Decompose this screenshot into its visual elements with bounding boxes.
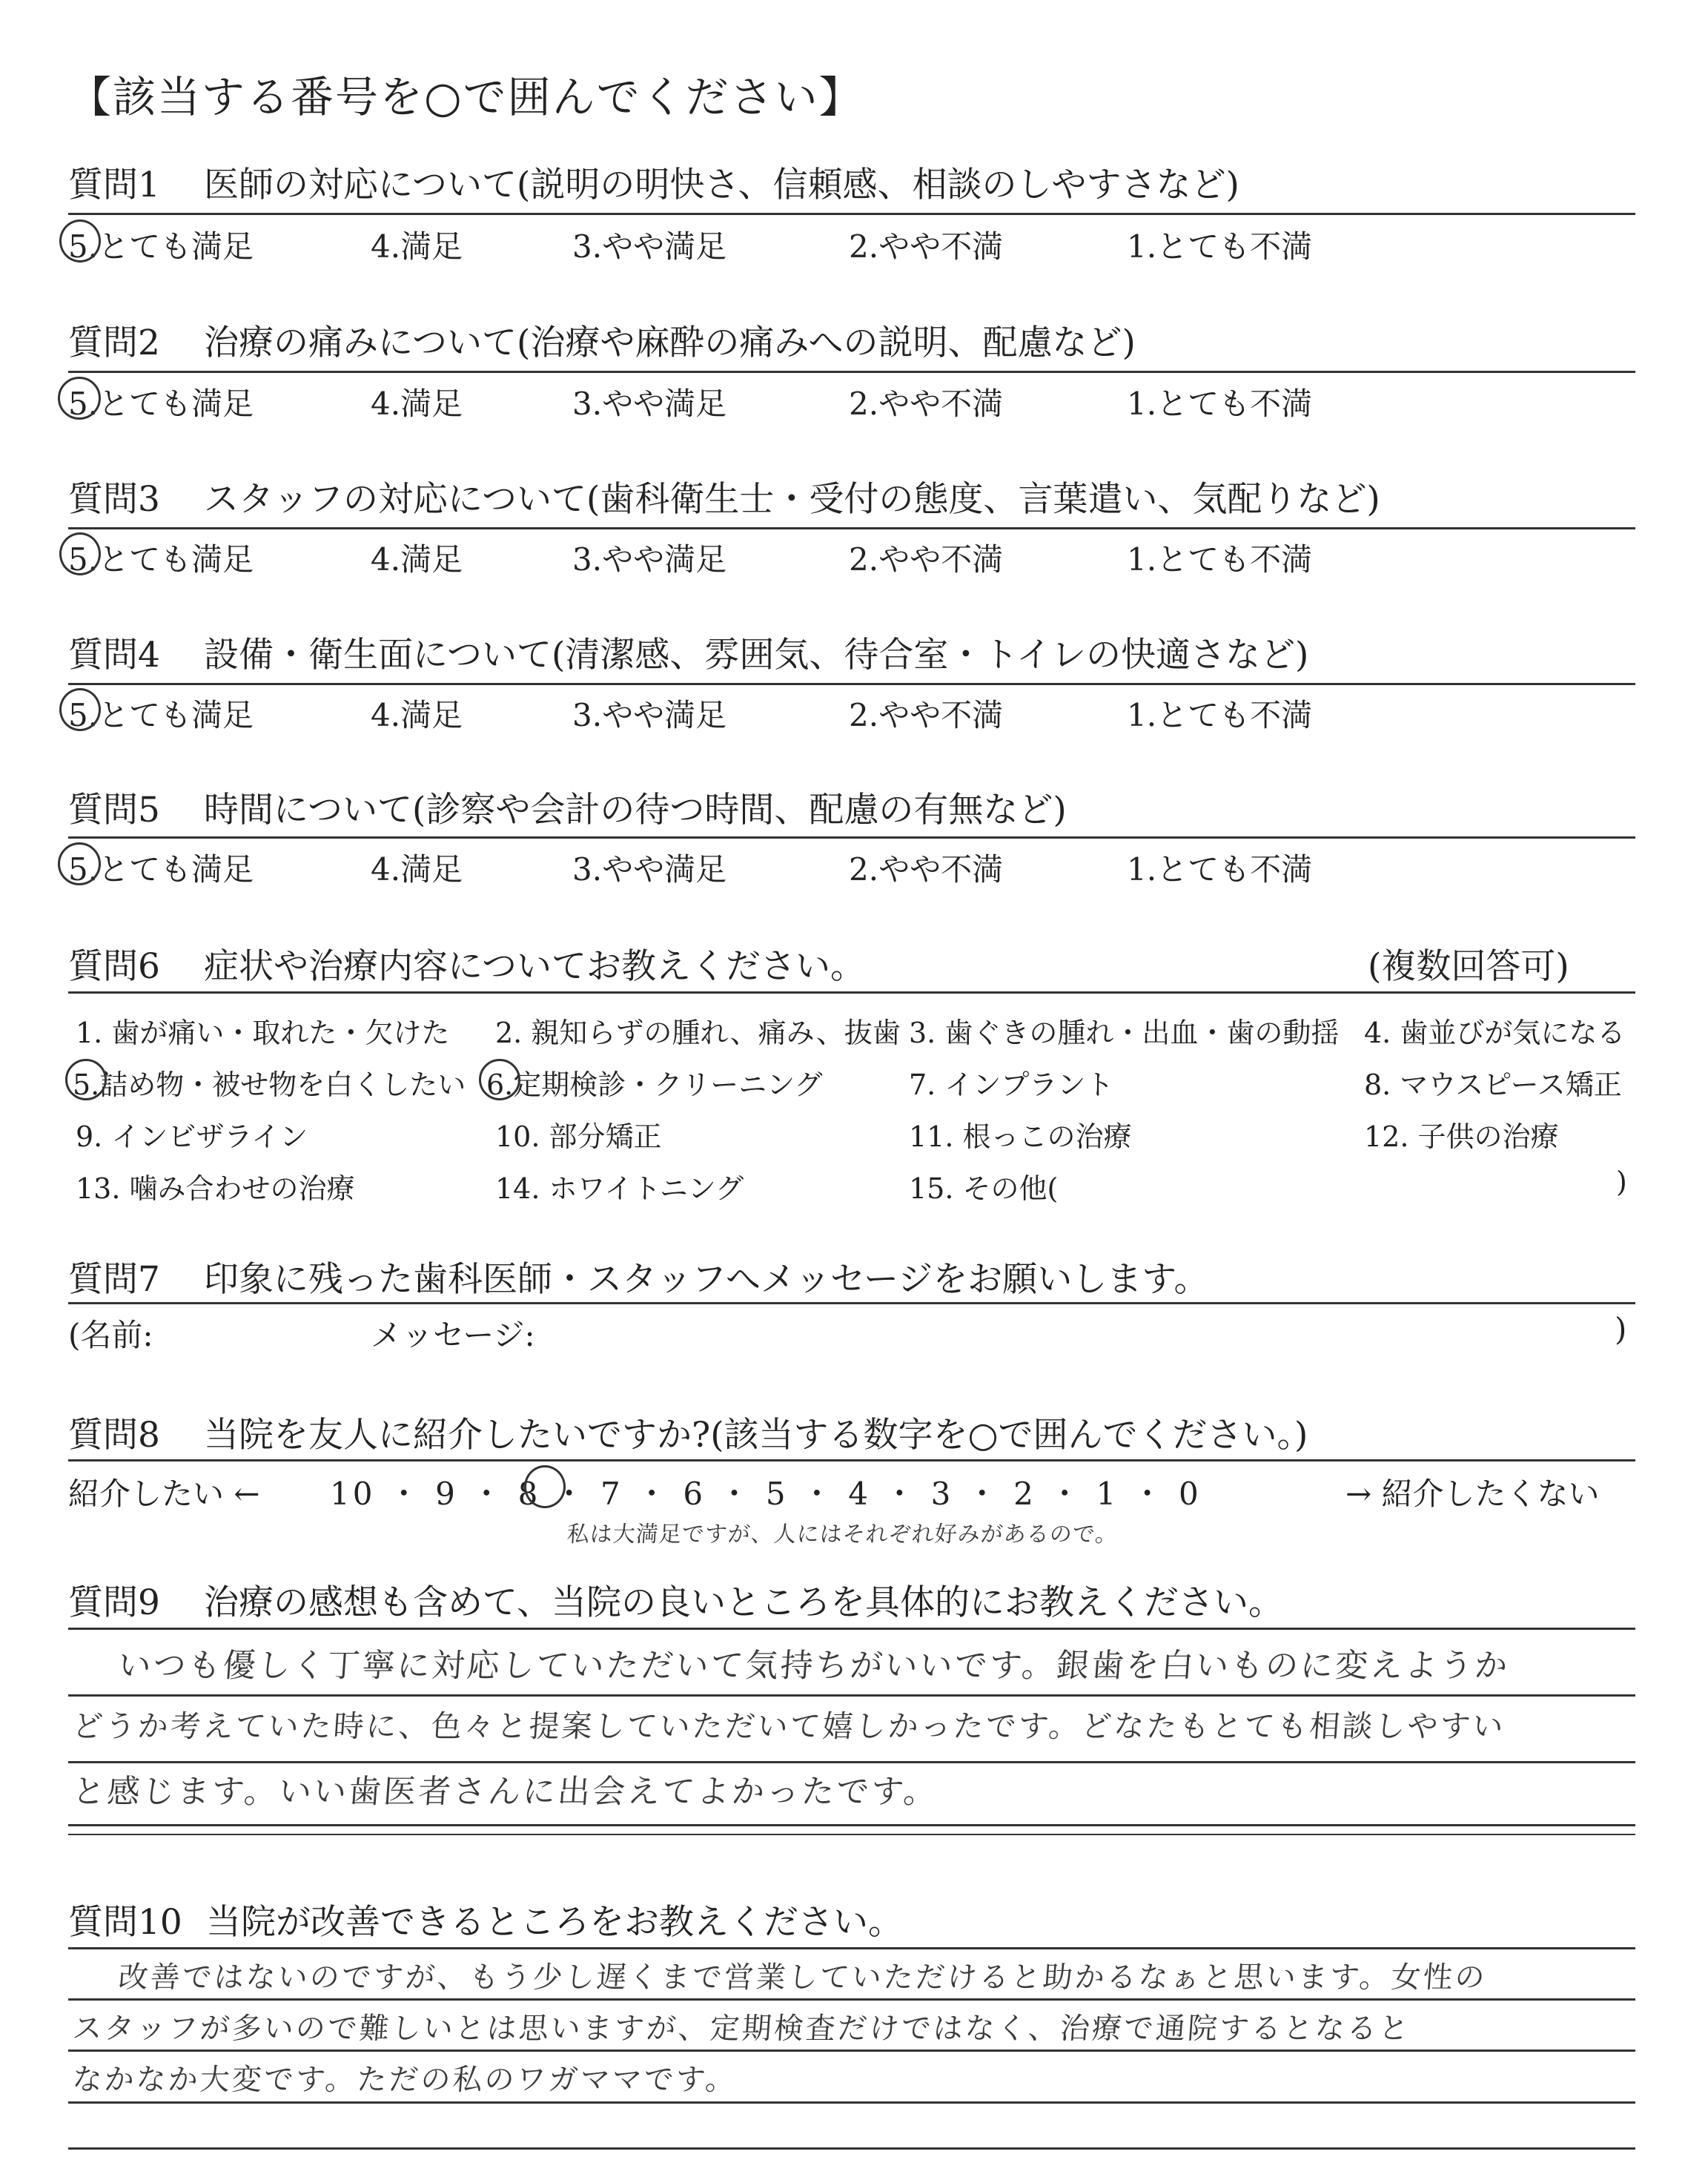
q10-rule-3 (68, 2101, 1635, 2104)
q6-label: 質問6 (68, 946, 160, 987)
q10-answer-line-1[interactable]: 改善ではないのですが、もう少し遅くまで営業していただけると助かるなぁと思います。女性の (117, 1961, 1489, 1995)
q4-option-1[interactable]: 1.とても不満 (1127, 697, 1313, 733)
page-title: 【該当する番号を○で囲んでください】 (68, 72, 864, 122)
q7-rule (68, 1302, 1635, 1304)
q6-option-1[interactable]: 1. 歯が痛い・取れた・欠けた (76, 1017, 450, 1049)
q1-option-4[interactable]: 4.満足 (371, 228, 463, 265)
q6-option-2[interactable]: 2. 親知らずの腫れ、痛み、抜歯 (495, 1017, 901, 1049)
q1-label: 質問1 (68, 165, 160, 205)
q6-option-13[interactable]: 13. 噛み合わせの治療 (76, 1172, 355, 1205)
q9-answer-line-3[interactable]: と感じます。いい歯医者さんに出会えてよかったです。 (70, 1773, 940, 1811)
q3-option-5[interactable]: 5.とても満足 (68, 541, 254, 578)
q10-answer-line-3[interactable]: なかなか大変です。ただの私のワガママです。 (71, 2063, 738, 2097)
q1-option-5[interactable]: 5.とても満足 (68, 228, 254, 265)
q5-rule (68, 836, 1635, 839)
q5-selected-circle (58, 842, 101, 885)
q2-option-4[interactable]: 4.満足 (371, 386, 463, 422)
q1-selected-circle (59, 219, 101, 262)
q8-text: 当院を友人に紹介したいですか?(該当する数字を○で囲んでください。) (204, 1415, 1308, 1456)
q8-rule (68, 1459, 1635, 1462)
q6-option-10[interactable]: 10. 部分矯正 (495, 1120, 662, 1153)
q5-label: 質問5 (68, 790, 160, 830)
q10-answer-line-2[interactable]: スタッフが多いので難しいとは思いますが、定期検査だけではなく、治療で通院するとなると (71, 2012, 1412, 2046)
q9-rule-1 (68, 1694, 1635, 1697)
q7-name-field[interactable]: (名前: (68, 1317, 153, 1353)
q9-rule-4 (68, 1834, 1635, 1835)
q1-option-3[interactable]: 3.やや満足 (572, 228, 727, 265)
q10-rule-0 (68, 1947, 1635, 1949)
q6-option-12[interactable]: 12. 子供の治療 (1364, 1120, 1559, 1153)
q2-option-5[interactable]: 5.とても満足 (68, 386, 254, 422)
q8-label: 質問8 (68, 1415, 160, 1456)
q6-rule (68, 991, 1635, 994)
q7-message-field[interactable]: メッセージ: (371, 1317, 535, 1353)
q4-option-2[interactable]: 2.やや不満 (849, 697, 1004, 733)
q9-answer-line-2[interactable]: どうか考えていた時に、色々と提案していただいて嬉しかったです。どなたもとても相談しやすい (71, 1708, 1507, 1744)
q4-option-4[interactable]: 4.満足 (371, 697, 463, 733)
q4-selected-circle (59, 688, 101, 731)
q6-selected-circle-5 (65, 1059, 107, 1100)
q6-option-11[interactable]: 11. 根っこの治療 (909, 1120, 1132, 1153)
q2-rule (68, 371, 1635, 373)
q3-rule (68, 527, 1635, 529)
q10-rule-4 (68, 2147, 1635, 2150)
q2-option-1[interactable]: 1.とても不満 (1127, 386, 1313, 422)
q3-option-4[interactable]: 4.満足 (371, 541, 463, 578)
q6-option-6[interactable]: 6.定期検診・クリーニング (486, 1069, 823, 1101)
q4-label: 質問4 (68, 635, 160, 676)
q6-option-4[interactable]: 4. 歯並びが気になる (1364, 1017, 1626, 1049)
q3-option-1[interactable]: 1.とても不満 (1127, 541, 1313, 578)
q6-note: (複数回答可) (1368, 946, 1569, 987)
q4-text: 設備・衛生面について(清潔感、雰囲気、待合室・トイレの快適さなど) (204, 635, 1309, 676)
q7-close-paren: ) (1615, 1311, 1627, 1347)
q1-option-2[interactable]: 2.やや不満 (849, 228, 1004, 265)
q3-selected-circle (59, 532, 101, 575)
q3-text: スタッフの対応について(歯科衛生士・受付の態度、言葉遣い、気配りなど) (204, 479, 1380, 520)
q5-option-4[interactable]: 4.満足 (371, 851, 463, 888)
q10-rule-2 (68, 2050, 1635, 2052)
q4-option-3[interactable]: 3.やや満足 (572, 697, 727, 733)
q9-text: 治療の感想も含めて、当院の良いところを具体的にお教えください。 (204, 1582, 1284, 1623)
q5-option-1[interactable]: 1.とても不満 (1127, 851, 1313, 888)
q7-label: 質問7 (68, 1259, 160, 1300)
q6-selected-circle-6 (479, 1059, 520, 1100)
q3-label: 質問3 (68, 479, 160, 520)
q4-rule (68, 683, 1635, 685)
q6-option-9[interactable]: 9. インビザライン (76, 1120, 308, 1153)
q8-left-label: 紹介したい ← (68, 1476, 260, 1512)
q2-text: 治療の痛みについて(治療や麻酔の痛みへの説明、配慮など) (204, 323, 1136, 363)
q6-option-5[interactable]: 5.詰め物・被せ物を白くしたい (73, 1069, 466, 1101)
q5-text: 時間について(診察や会計の待つ時間、配慮の有無など) (204, 790, 1067, 830)
q2-option-2[interactable]: 2.やや不満 (849, 386, 1004, 422)
q2-option-3[interactable]: 3.やや満足 (572, 386, 727, 422)
q7-text: 印象に残った歯科医師・スタッフへメッセージをお願いします。 (204, 1259, 1209, 1300)
q5-option-3[interactable]: 3.やや満足 (572, 851, 727, 888)
q6-option-8[interactable]: 8. マウスピース矯正 (1364, 1069, 1622, 1101)
q10-text: 当院が改善できるところをお教えください。 (206, 1902, 903, 1943)
q1-option-1[interactable]: 1.とても不満 (1127, 228, 1313, 265)
q3-option-2[interactable]: 2.やや不満 (849, 541, 1004, 578)
q3-option-3[interactable]: 3.やや満足 (572, 541, 727, 578)
q9-rule-0 (68, 1628, 1635, 1630)
q8-number-scale[interactable]: 10 ・ 9 ・ 8 ・ 7 ・ 6 ・ 5 ・ 4 ・ 3 ・ 2 ・ 1 ・ 0 (330, 1476, 1202, 1512)
q6-option-14[interactable]: 14. ホワイトニング (495, 1172, 744, 1205)
q6-other-close-paren: ) (1616, 1166, 1627, 1198)
q4-option-5[interactable]: 5.とても満足 (68, 697, 254, 733)
q8-right-label: → 紹介したくない (1345, 1476, 1600, 1512)
q6-text: 症状や治療内容についてお教えください。 (204, 946, 866, 987)
q10-label: 質問10 (68, 1902, 182, 1943)
q8-selected-circle (524, 1465, 566, 1508)
q9-answer-line-1[interactable]: いつも優しく丁寧に対応していただいて気持ちがいいです。銀歯を白いものに変えようか (116, 1647, 1511, 1685)
q9-label: 質問9 (68, 1582, 160, 1623)
q6-option-7[interactable]: 7. インプラント (909, 1069, 1114, 1101)
q2-label: 質問2 (68, 323, 160, 363)
q1-rule (68, 213, 1635, 215)
q6-option-3[interactable]: 3. 歯ぐきの腫れ・出血・歯の動揺 (909, 1017, 1340, 1049)
q1-text: 医師の対応について(説明の明快さ、信頼感、相談のしやすさなど) (204, 165, 1239, 205)
q10-rule-1 (68, 1998, 1635, 2001)
q9-rule-2 (68, 1761, 1635, 1763)
q5-option-2[interactable]: 2.やや不満 (849, 851, 1004, 888)
q5-option-5[interactable]: 5.とても満足 (68, 851, 254, 888)
q2-selected-circle (58, 377, 101, 420)
q8-handwritten-note: 私は大満足ですが、人にはそれぞれ好みがあるので。 (566, 1522, 1119, 1548)
q9-rule-3 (68, 1824, 1635, 1826)
q6-option-15[interactable]: 15. その他( (909, 1172, 1059, 1205)
